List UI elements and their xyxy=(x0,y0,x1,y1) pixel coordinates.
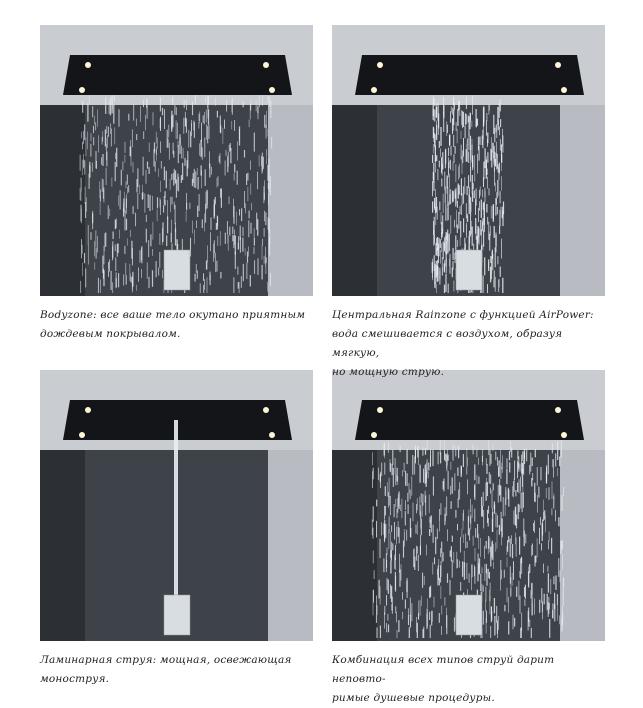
shower-head-panel xyxy=(355,400,584,440)
ceiling-light xyxy=(377,62,383,68)
caption-laminar: Ламинарная струя: мощная, освежающая моноструя. xyxy=(40,654,292,685)
right-glass xyxy=(560,105,605,296)
caption-bodyzone: Bodyzone: все ваше тело окутано приятным дождевым покрывалом. xyxy=(40,309,306,340)
shower-scene-combination xyxy=(332,370,605,641)
right-glass xyxy=(268,450,313,641)
left-wall xyxy=(332,450,377,641)
ceiling-light xyxy=(85,62,91,68)
ceiling-light xyxy=(371,432,377,438)
left-wall xyxy=(40,105,85,296)
thermostat-control xyxy=(164,595,190,635)
ceiling-light xyxy=(269,87,275,93)
shower-scene-laminar xyxy=(40,370,313,641)
shower-head-panel xyxy=(355,55,584,95)
left-wall xyxy=(332,105,377,296)
photo-combination xyxy=(332,370,605,641)
photo-rainzone-airpower xyxy=(332,25,605,296)
shower-scene-bodyzone xyxy=(40,25,313,296)
right-glass xyxy=(268,105,313,296)
left-wall xyxy=(40,450,85,641)
ceiling-light xyxy=(79,87,85,93)
caption-combination: Комбинация всех типов струй дарит неповто- римые душевые процедуры. xyxy=(332,654,555,704)
ceiling-light xyxy=(79,432,85,438)
thermostat-control xyxy=(456,595,482,635)
ceiling-light xyxy=(561,432,567,438)
ceiling-light xyxy=(377,407,383,413)
ceiling-light xyxy=(263,62,269,68)
ceiling-light xyxy=(555,407,561,413)
ceiling-light xyxy=(263,407,269,413)
right-glass xyxy=(560,450,605,641)
caption-rainzone: Центральная Rainzone с функцией AirPower: вода смешивается с воздухом, образуя мягкую, но мощную струю. xyxy=(332,309,594,378)
ceiling-light xyxy=(269,432,275,438)
ceiling-light xyxy=(561,87,567,93)
photo-laminar xyxy=(40,370,313,641)
ceiling-light xyxy=(371,87,377,93)
shower-scene-rainzone xyxy=(332,25,605,296)
ceiling-light xyxy=(85,407,91,413)
thermostat-control xyxy=(164,250,190,290)
shower-head-panel xyxy=(63,55,292,95)
thermostat-control xyxy=(456,250,482,290)
photo-bodyzone xyxy=(40,25,313,296)
ceiling-light xyxy=(555,62,561,68)
